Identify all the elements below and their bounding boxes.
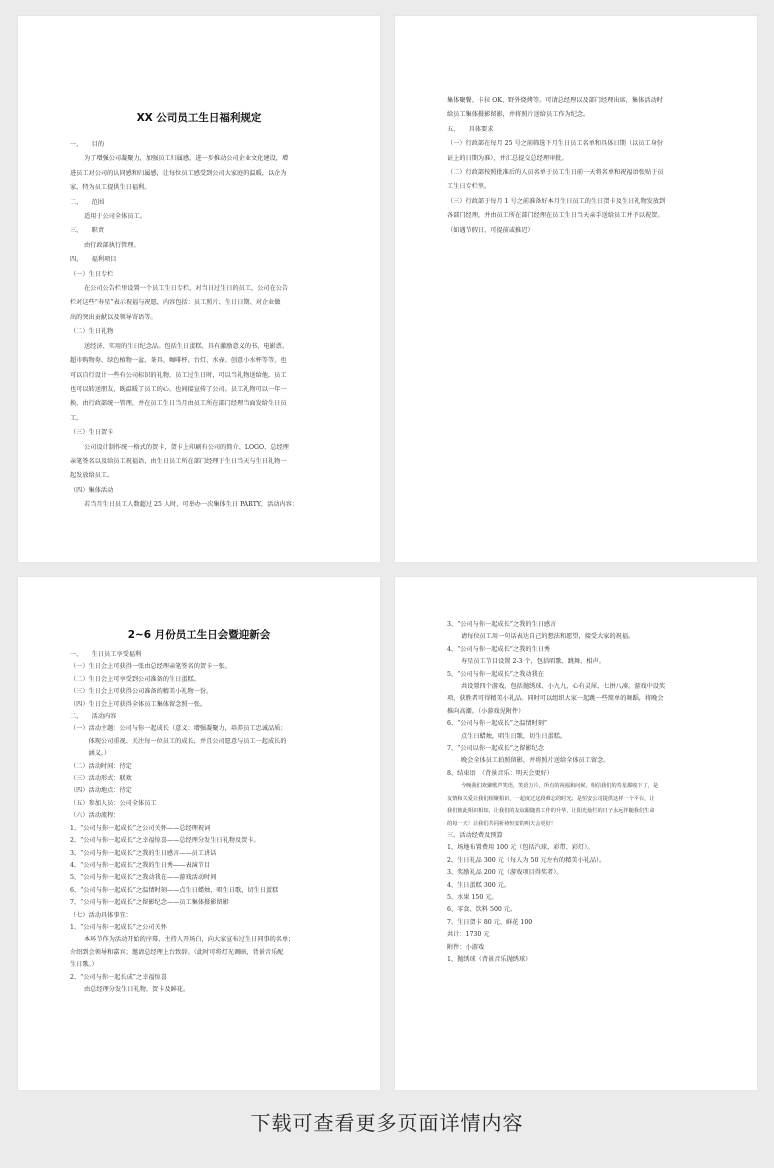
text-line: （二）生日会上可享受到公司准备的生日蛋糕。: [70, 675, 200, 683]
text-line: （一）生日会上可获得一张由总经理亲笔签名的贺卡一张。: [70, 663, 231, 671]
text-line: 3、奖励礼品 200 元（游戏项目得奖者）。: [447, 869, 563, 877]
text-line: （一）活动主题：公司与你一起成长（意义：增强凝聚力，培养员工忠诚品质；: [70, 725, 287, 733]
text-line: （二）活动时间：待定: [70, 762, 132, 770]
text-line: 家，特为员工提供生日福利。: [70, 184, 151, 192]
text-line: 在公司公告栏里设置一个员工生日专栏，对当日过生日的员工，公司在公告: [84, 285, 289, 293]
text-line: （三）生日会上可获得公司准备的精美小礼物一份。: [70, 688, 213, 696]
text-line: 3、“公司与你一起成长”之我的生日感言: [447, 621, 557, 628]
text-line: 友情和关爱让我们相聚相识，一起度过这段难忘的时光；是恒安公司提供这样一个平台，让: [447, 795, 655, 802]
text-line: 共计：1730 元: [447, 931, 490, 939]
text-line: （一）生日专栏: [70, 270, 114, 278]
text-line: 一、 目的: [70, 141, 105, 148]
text-line: 4、“公司与你一起成长”之我的生日秀: [447, 645, 551, 653]
text-line: 公司设计制作统一格式的贺卡，贺卡上印刷有公司的简介、LOGO、总经理: [84, 443, 289, 451]
text-line: 体现公司重视、关注每一位员工的成长，并且公司愿意与员工一起成长的: [70, 737, 287, 745]
download-prompt: 下载可查看更多页面详情内容: [250, 1111, 524, 1135]
text-line: 送经济、实用的生日纪念品。包括生日蛋糕、具有激励意义的书、电影票、: [84, 342, 289, 350]
text-line: 2、生日礼品 300 元（每人为 50 元左右的精美小礼品）。: [447, 856, 606, 864]
text-line: 寿星员工节目设置 2-3 个，包括唱歌、跳舞、相声。: [461, 658, 605, 666]
text-line: 为了增强公司凝聚力，加强员工归属感，进一步推动公司企业文化建设，增: [84, 155, 289, 163]
text-line: 6、零食、饮料 500 元。: [447, 906, 517, 914]
page-body: [447, 94, 735, 238]
text-line: 1、场地布置费用 100 元（包括汽球、彩带、彩灯）。: [447, 844, 594, 852]
text-line: 7、“公司以你一起成长”之留影纪念: [447, 745, 544, 753]
document-page-4: [395, 577, 757, 1090]
document-page-1: [18, 16, 380, 562]
text-line: 工生日专栏里。: [447, 183, 491, 191]
text-line: （三）生日贺卡: [70, 429, 114, 437]
text-line: （二）行政部按照批准后的人员名单于员工生日前一天将名单和祝福语张贴于员: [447, 169, 664, 177]
text-line: （三）行政部于每月 1 号之前准备好本月生日员工的生日贺卡及生日礼物发放到: [447, 197, 666, 205]
text-line: 5、“公司与你一起成长”之我动我在: [447, 670, 544, 678]
text-line: 工。: [70, 414, 83, 422]
text-line: 一、 生日员工享受福利: [70, 651, 142, 658]
text-line: 证上的日期为准），并汇总提交总经理审批。: [447, 154, 568, 162]
text-line: （一）行政部在每月 25 号之前筛选下月生日员工名单和具体日期（以员工身份: [447, 140, 663, 148]
text-line: 7、生日贺卡 80 元、鲜花 100: [447, 918, 533, 926]
text-line: 1、抛绣球（背景音乐抛绣球）: [447, 955, 532, 963]
document-page-2: [395, 16, 757, 562]
text-line: 五、 具体要求: [447, 125, 494, 133]
text-line: 5、“公司与你一起成长”之我动我在——游戏活动时间: [70, 874, 217, 882]
text-line: 今晚我们欢聚歌声笑语，笑语万片，所有的祝福和问候，相信我们的寿星都收下了，是: [461, 783, 659, 790]
text-line: 2、“公司与你一起长成”之幸福惊喜: [70, 973, 167, 981]
text-line: 晚会全体员工拍照留影，并将照片送给全体员工留念。: [461, 757, 610, 765]
page-title: 2~6 月份员工生日会暨迎新会: [127, 629, 271, 641]
text-line: 介绍到会领导和嘉宾；邀请总经理上台致辞。（此时可将灯光调暗，背景音乐配: [70, 948, 284, 956]
text-line: 超市购物券、绿色植物一盆、茶具、咖啡杯、台灯、水壶、创意小水杯等等，也: [70, 357, 287, 365]
text-line: 换，由行政部统一管理，并在员工生日当月由员工所在部门经理当面发给生日员: [70, 400, 287, 408]
text-line: （二）生日礼物: [70, 328, 114, 336]
text-line: 1、“公司与你一起成长”之公司关怀——总经理祝词: [70, 824, 211, 832]
text-line: 8、结束语 （背景音乐：明天会更好）: [447, 769, 554, 777]
page-title: XX 公司员工生日福利规定: [136, 112, 262, 124]
text-line: 6、“公司与你一起成长”之温情时刻”: [447, 720, 548, 728]
text-line: （六）活动流程：: [70, 812, 120, 820]
text-line: 共设置四个游戏，包括抛绣球、小九九、心有灵犀、七拼八凑。游戏中设奖: [461, 683, 666, 691]
text-line: 进员工对公司的认同感和归属感，让每位员工感受到公司大家庭的温暖，以企为: [70, 169, 287, 177]
page-body: [70, 649, 358, 996]
text-line: 也可以转送朋友，既温暖了员工的心，也间接宣传了公司。员工礼物可以一年一: [70, 385, 287, 393]
text-line: 集体聚餐、卡拉 OK、野外烧烤等。可请总经理以及部门经理出席，集体活动时: [447, 97, 663, 104]
text-line: （七）活动具体事宜：: [70, 911, 132, 919]
text-line: 二、 范围: [70, 198, 105, 206]
text-line: （三）活动形式：联欢: [70, 775, 132, 783]
text-line: 生日歌。）: [70, 961, 98, 969]
page-body: [70, 138, 358, 513]
text-line: 四、 福利项目: [70, 256, 117, 264]
text-line: 出的突出贡献以及领导寄语等。: [70, 313, 157, 321]
text-line: 由总经理分发生日礼物、贺卡及鲜花。: [84, 985, 190, 993]
text-line: 二、 活动内容: [70, 713, 117, 721]
text-line: （四）活动地点：待定: [70, 787, 132, 795]
text-line: 给员工集体摄影留影，并将照片送给员工作为纪念。: [447, 111, 590, 119]
text-line: 5、水果 150 元。: [447, 893, 498, 901]
text-line: 三、 职责: [70, 227, 105, 235]
text-line: 三、活动经费及预算: [447, 831, 503, 839]
text-line: 项，获胜者可得精美小礼品。同时可以组织大家一起跳一些简单的舞蹈，将晚会: [447, 695, 664, 703]
text-line: （五）参加人员：公司全体员工: [70, 799, 157, 807]
text-line: 的每一天！让我们共同祈祷恒安的明天会更好！: [447, 820, 556, 827]
text-line: 附件：小游戏: [447, 943, 485, 951]
text-line: （四）集体活动: [70, 486, 114, 494]
text-line: 适用于公司全体员工。: [84, 213, 146, 221]
text-line: 2、“公司与你一起成长”之幸福惊喜——总经理分发生日礼物及贺卡。: [70, 837, 260, 845]
text-line: 栏对这些“寿星”表示祝福与祝愿，内容包括：员工照片、生日日期、对企业做: [70, 299, 281, 307]
text-line: 6、“公司与你一起成长”之温情时刻——点生日蜡烛，唱生日歌，切生日蛋糕: [70, 886, 279, 894]
text-line: 本环节作为活动开始的序幕，主持人开场白，向大家宣布过生日同事的名单；: [84, 936, 295, 944]
text-line: （如遇节假日，可提前或推迟）: [447, 226, 534, 234]
text-line: 请每位员工用一句话表达自己的想法和愿望，接受大家的祝福。: [461, 633, 635, 641]
text-line: 1、“公司与你一起成长”之公司关怀: [70, 923, 167, 931]
text-line: 涵义。）: [70, 750, 111, 758]
text-line: 点生日蜡烛，唱生日歌，切生日蛋糕。: [461, 732, 567, 740]
text-line: （四）生日会上可获得全体员工集体留念照一张。: [70, 700, 207, 708]
text-line: 若当月生日员工人数超过 25 人时，可举办一次集体生日 PARTY，活动内容：: [84, 501, 299, 509]
text-line: 4、“公司与你一起成长”之我的生日秀——表演节目: [70, 861, 211, 869]
text-line: 3、“公司与你一起成长”之我的生日感言——员工讲话: [70, 849, 217, 857]
text-line: 推向高潮。（小游戏见附件）: [447, 707, 525, 715]
document-page-3: [18, 577, 380, 1090]
page-body: [447, 619, 735, 966]
text-line: 亲笔签名以及给员工祝福语，由生日员工所在部门经理于生日当天与生日礼物一: [70, 457, 287, 465]
text-line: 可以自行设计一些有公司标识的礼物，员工过生日时，可以当礼物送给他，员工: [70, 371, 287, 379]
text-line: 由行政部执行管理。: [84, 241, 140, 249]
text-line: 起发放给员工。: [70, 472, 114, 480]
text-line: 各部门经理，并由员工所在部门经理在员工生日当天亲手送给员工并予以祝贺。: [447, 212, 664, 220]
text-line: 7、“公司与你一起成长”之留影纪念——员工集体摄影留影: [70, 899, 229, 907]
text-line: 4、生日蛋糕 300 元。: [447, 881, 510, 889]
text-line: 我们彼此相识相知，让我们的友谊跟随着工作的升华，让阳光灿烂的日子永远伴随我们生命: [447, 808, 655, 815]
